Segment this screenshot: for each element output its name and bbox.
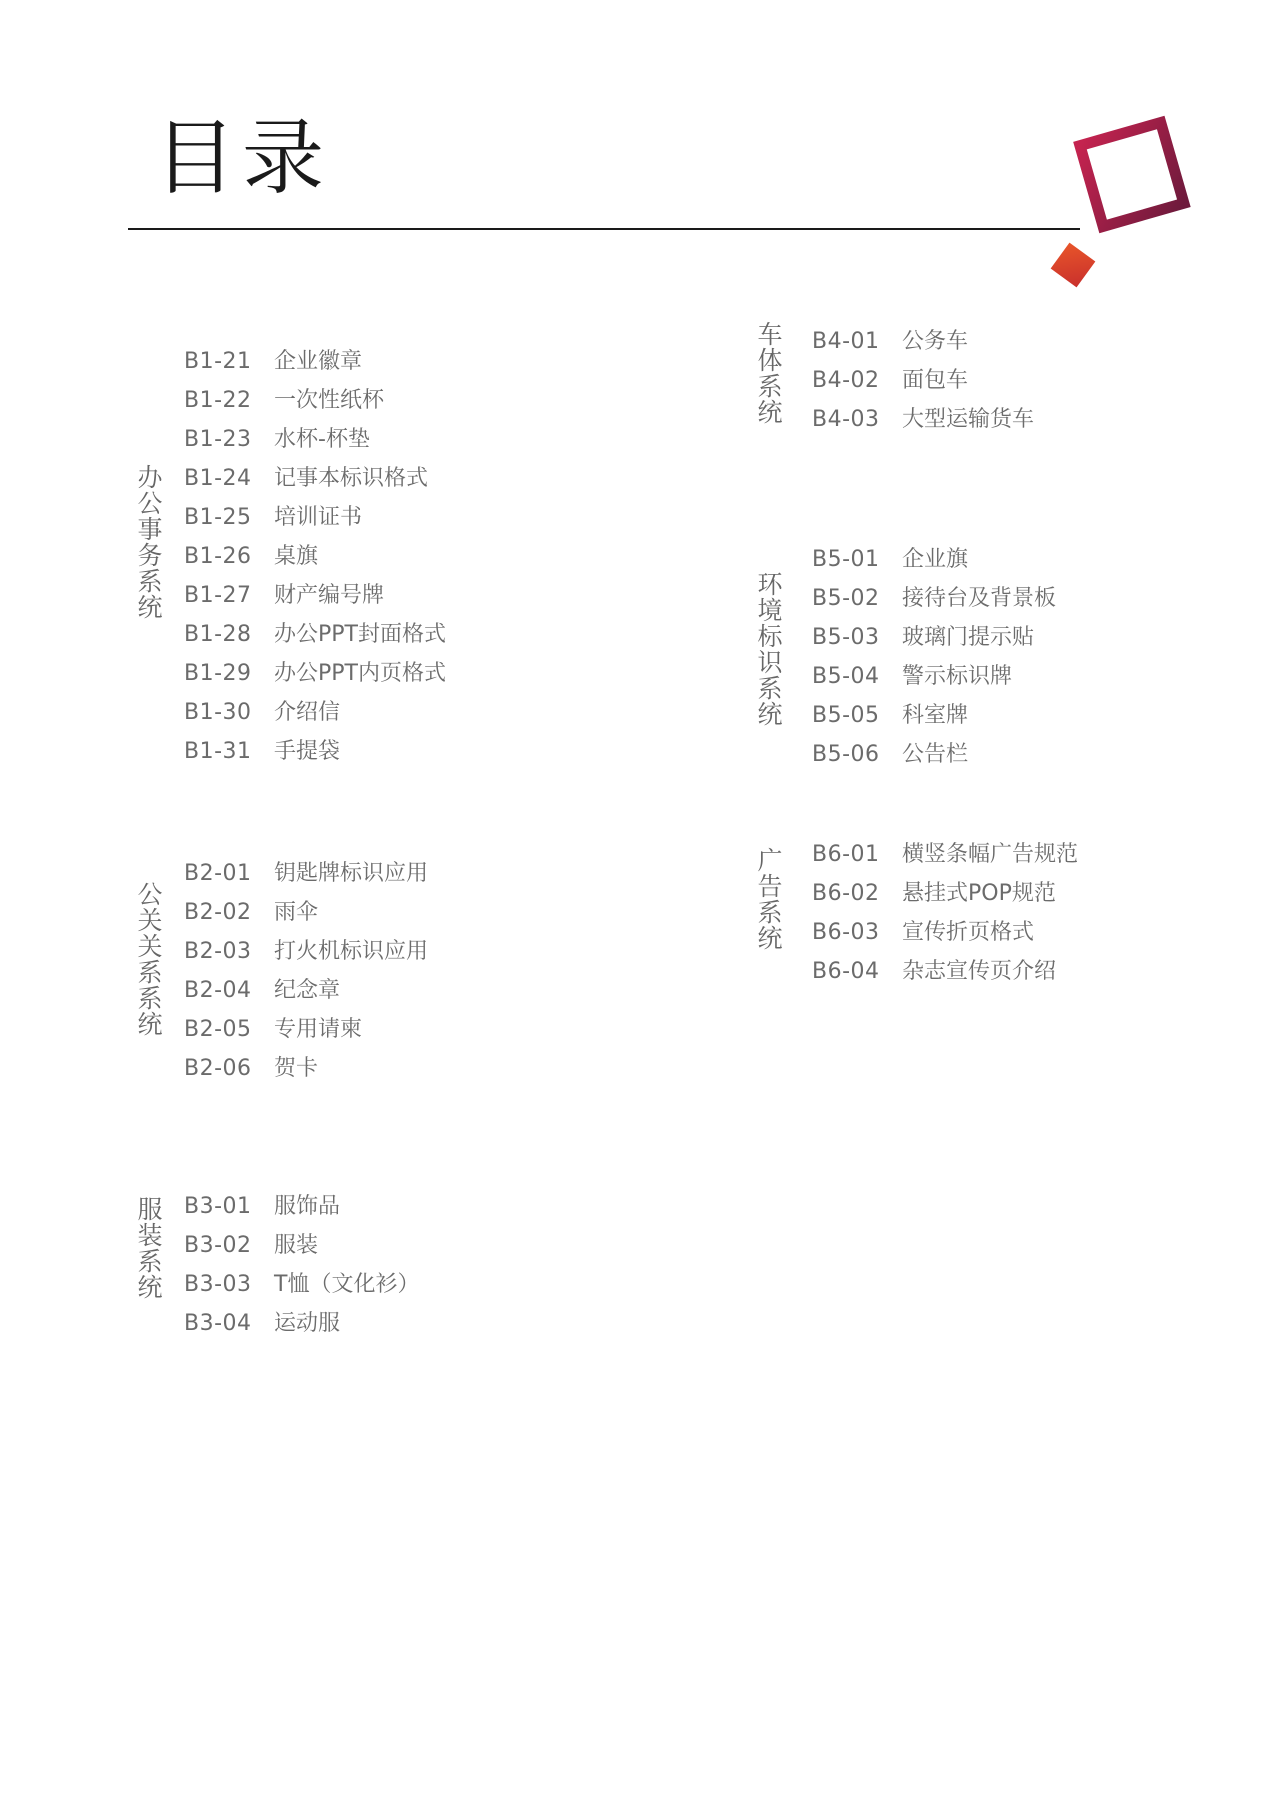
toc-item-label: 科室牌 bbox=[902, 703, 969, 728]
toc-item-label: 玻璃门提示贴 bbox=[902, 625, 1035, 650]
toc-item[interactable] bbox=[184, 971, 428, 1010]
section-label-char: 公 bbox=[137, 880, 163, 909]
section-label-char: 告 bbox=[757, 872, 783, 901]
section-label-char: 务 bbox=[137, 541, 163, 570]
frame-square-icon bbox=[1080, 122, 1184, 226]
toc-item[interactable] bbox=[184, 420, 446, 459]
section-label-char: 统 bbox=[757, 924, 783, 953]
toc-item-label: 横竖条幅广告规范 bbox=[902, 842, 1079, 867]
toc-item-code: B2-02 bbox=[184, 900, 252, 925]
section-label-char: 服 bbox=[137, 1195, 163, 1224]
toc-item[interactable] bbox=[184, 1265, 419, 1304]
section-label-char: 装 bbox=[137, 1221, 163, 1250]
section-label-char: 车 bbox=[757, 320, 783, 349]
toc-item-code: B6-02 bbox=[812, 881, 880, 906]
toc-item-label: 手提袋 bbox=[274, 739, 341, 764]
toc-item[interactable] bbox=[812, 579, 1056, 618]
toc-item-code: B1-25 bbox=[184, 505, 252, 530]
toc-item-code: B1-29 bbox=[184, 661, 252, 686]
toc-item[interactable] bbox=[184, 1010, 428, 1049]
section-label-char: 识 bbox=[757, 648, 783, 677]
toc-item-label: 大型运输货车 bbox=[902, 407, 1035, 432]
toc-item-code: B1-23 bbox=[184, 427, 252, 452]
toc-item[interactable] bbox=[184, 654, 446, 693]
toc-item-label: 面包车 bbox=[902, 368, 969, 393]
toc-item-code: B2-03 bbox=[184, 939, 252, 964]
section-label-b3 bbox=[136, 1197, 164, 1301]
toc-item-code: B1-26 bbox=[184, 544, 252, 569]
toc-item-label: 运动服 bbox=[274, 1311, 341, 1336]
toc-item[interactable] bbox=[184, 893, 428, 932]
toc-item[interactable] bbox=[812, 913, 1078, 952]
item-list-b4 bbox=[812, 322, 1034, 439]
section-label-char: 事 bbox=[137, 515, 163, 544]
section-label-char: 标 bbox=[757, 622, 783, 651]
toc-item[interactable] bbox=[812, 835, 1078, 874]
toc-item-code: B5-03 bbox=[812, 625, 880, 650]
toc-item-code: B1-30 bbox=[184, 700, 252, 725]
section-label-char: 关 bbox=[137, 906, 163, 935]
toc-item-label: 水杯-杯垫 bbox=[274, 427, 370, 452]
toc-item-label: 服饰品 bbox=[274, 1194, 341, 1219]
section-label-char: 统 bbox=[137, 593, 163, 622]
toc-item-code: B1-21 bbox=[184, 349, 252, 374]
section-label-b2 bbox=[136, 882, 164, 1038]
section-label-char: 体 bbox=[757, 346, 783, 375]
toc-item[interactable] bbox=[184, 342, 446, 381]
section-label-b6 bbox=[756, 848, 784, 952]
toc-item-label: 钥匙牌标识应用 bbox=[274, 861, 429, 886]
section-label-char: 统 bbox=[137, 1010, 163, 1039]
toc-item-label: 悬挂式POP规范 bbox=[902, 881, 1056, 906]
section-label-char: 系 bbox=[757, 898, 783, 927]
section-label-char: 关 bbox=[137, 932, 163, 961]
toc-item[interactable] bbox=[184, 615, 446, 654]
toc-item[interactable] bbox=[812, 657, 1056, 696]
toc-item[interactable] bbox=[184, 381, 446, 420]
page-title: 目录 bbox=[154, 111, 331, 206]
toc-item[interactable] bbox=[812, 735, 1056, 774]
toc-item[interactable] bbox=[184, 1187, 419, 1226]
section-label-char: 系 bbox=[757, 674, 783, 703]
toc-item-code: B5-02 bbox=[812, 586, 880, 611]
toc-item-code: B1-24 bbox=[184, 466, 252, 491]
section-label-char: 广 bbox=[757, 846, 783, 875]
section-label-char: 系 bbox=[137, 984, 163, 1013]
toc-item[interactable] bbox=[812, 618, 1056, 657]
section-label-char: 系 bbox=[137, 567, 163, 596]
toc-item-code: B2-01 bbox=[184, 861, 252, 886]
accent-square-icon bbox=[1051, 243, 1096, 288]
toc-item[interactable] bbox=[812, 540, 1056, 579]
toc-item-code: B6-04 bbox=[812, 959, 880, 984]
toc-item-label: 服装 bbox=[274, 1233, 319, 1258]
toc-item-code: B1-28 bbox=[184, 622, 252, 647]
section-label-char: 统 bbox=[137, 1273, 163, 1302]
section-label-char: 环 bbox=[757, 570, 783, 599]
toc-item-label: 一次性纸杯 bbox=[274, 388, 385, 413]
toc-item-label: 公务车 bbox=[902, 329, 969, 354]
toc-item-label: 办公PPT封面格式 bbox=[274, 622, 446, 647]
toc-item[interactable] bbox=[812, 400, 1034, 439]
toc-item-label: 警示标识牌 bbox=[902, 664, 1013, 689]
toc-item-code: B4-01 bbox=[812, 329, 880, 354]
toc-item-code: B2-04 bbox=[184, 978, 252, 1003]
item-list-b6 bbox=[812, 835, 1078, 991]
toc-item[interactable] bbox=[812, 952, 1078, 991]
toc-item-label: 财产编号牌 bbox=[274, 583, 385, 608]
section-label-char: 统 bbox=[757, 398, 783, 427]
section-label-b5 bbox=[756, 572, 784, 728]
toc-item-label: 介绍信 bbox=[274, 700, 341, 725]
section-label-b4 bbox=[756, 322, 784, 426]
toc-item-label: 办公PPT内页格式 bbox=[274, 661, 446, 686]
toc-item-code: B2-05 bbox=[184, 1017, 252, 1042]
toc-item-label: 记事本标识格式 bbox=[274, 466, 429, 491]
toc-item-label: 培训证书 bbox=[274, 505, 363, 530]
toc-item-code: B5-06 bbox=[812, 742, 880, 767]
toc-item-label: 企业徽章 bbox=[274, 349, 363, 374]
toc-item-code: B5-04 bbox=[812, 664, 880, 689]
item-list-b3 bbox=[184, 1187, 419, 1343]
toc-item-code: B1-31 bbox=[184, 739, 252, 764]
toc-item[interactable] bbox=[184, 932, 428, 971]
toc-item-label: 专用请柬 bbox=[274, 1017, 363, 1042]
toc-item-code: B3-04 bbox=[184, 1311, 252, 1336]
toc-item-label: 企业旗 bbox=[902, 547, 969, 572]
toc-item[interactable] bbox=[812, 874, 1078, 913]
toc-item[interactable] bbox=[812, 361, 1034, 400]
section-label-b1 bbox=[136, 465, 164, 621]
toc-item-code: B6-01 bbox=[812, 842, 880, 867]
toc-item-code: B6-03 bbox=[812, 920, 880, 945]
toc-item[interactable] bbox=[184, 1049, 428, 1088]
section-label-char: 办 bbox=[137, 463, 163, 492]
toc-item-code: B3-01 bbox=[184, 1194, 252, 1219]
item-list-b5 bbox=[812, 540, 1056, 774]
toc-item-label: 打火机标识应用 bbox=[274, 939, 429, 964]
toc-item-label: 纪念章 bbox=[274, 978, 341, 1003]
section-label-char: 统 bbox=[757, 700, 783, 729]
toc-item[interactable] bbox=[184, 459, 446, 498]
toc-item-label: 贺卡 bbox=[274, 1056, 319, 1081]
toc-item-label: 公告栏 bbox=[902, 742, 969, 767]
section-label-char: 系 bbox=[757, 372, 783, 401]
toc-item-code: B3-02 bbox=[184, 1233, 252, 1258]
toc-item-label: 杂志宣传页介绍 bbox=[902, 959, 1057, 984]
toc-item[interactable] bbox=[184, 498, 446, 537]
item-list-b2 bbox=[184, 854, 428, 1088]
section-label-char: 境 bbox=[757, 596, 783, 625]
toc-item[interactable] bbox=[812, 322, 1034, 361]
item-list-b1 bbox=[184, 342, 446, 771]
section-label-char: 公 bbox=[137, 489, 163, 518]
toc-item-code: B4-02 bbox=[812, 368, 880, 393]
toc-item-code: B3-03 bbox=[184, 1272, 252, 1297]
toc-item[interactable] bbox=[812, 696, 1056, 735]
toc-item-code: B4-03 bbox=[812, 407, 880, 432]
toc-item[interactable] bbox=[184, 576, 446, 615]
toc-item-label: 雨伞 bbox=[274, 900, 319, 925]
toc-item-code: B1-27 bbox=[184, 583, 252, 608]
toc-item-code: B2-06 bbox=[184, 1056, 252, 1081]
toc-item-code: B5-05 bbox=[812, 703, 880, 728]
toc-item-code: B5-01 bbox=[812, 547, 880, 572]
decorative-squares bbox=[1030, 108, 1230, 308]
section-label-char: 系 bbox=[137, 1247, 163, 1276]
section-label-char: 系 bbox=[137, 958, 163, 987]
toc-item[interactable] bbox=[184, 732, 446, 771]
toc-item[interactable] bbox=[184, 1226, 419, 1265]
toc-item[interactable] bbox=[184, 854, 428, 893]
toc-item[interactable] bbox=[184, 693, 446, 732]
title-underline bbox=[128, 228, 1080, 230]
toc-item-label: 桌旗 bbox=[274, 544, 319, 569]
toc-item[interactable] bbox=[184, 537, 446, 576]
toc-item[interactable] bbox=[184, 1304, 419, 1343]
toc-item-label: 接待台及背景板 bbox=[902, 586, 1057, 611]
toc-item-label: 宣传折页格式 bbox=[902, 920, 1035, 945]
toc-item-code: B1-22 bbox=[184, 388, 252, 413]
toc-item-label: T恤（文化衫） bbox=[274, 1272, 420, 1297]
